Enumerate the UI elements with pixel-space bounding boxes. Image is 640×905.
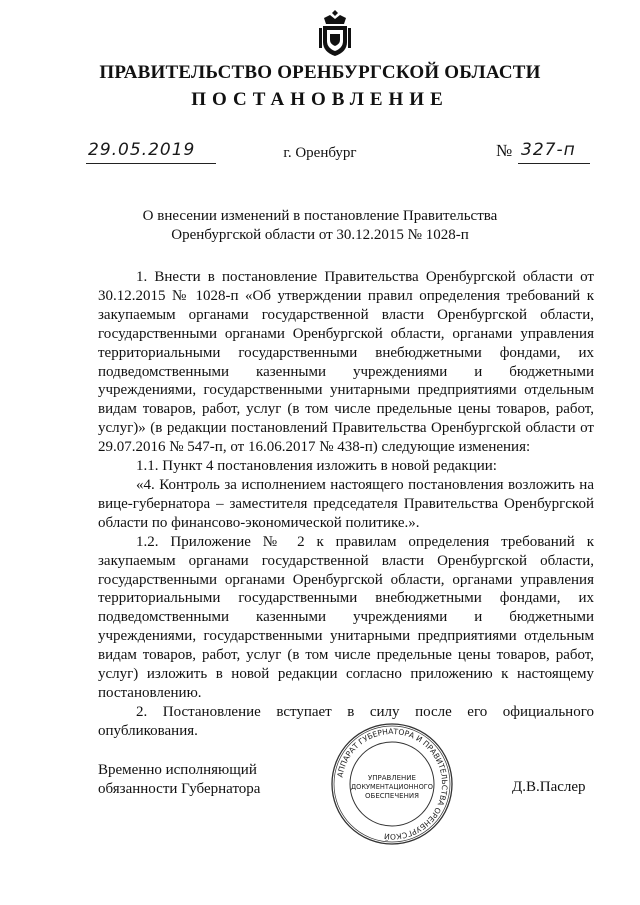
coat-of-arms-emblem bbox=[318, 8, 352, 58]
number-underline bbox=[518, 163, 590, 164]
paragraph-1-1: 1.1. Пункт 4 постановления изложить в новой редакции: bbox=[136, 458, 497, 475]
stamp-line-2: ДОКУМЕНТАЦИОННОГО bbox=[351, 783, 433, 791]
government-title: ПРАВИТЕЛЬСТВО ОРЕНБУРГСКОЙ ОБЛАСТИ bbox=[99, 62, 541, 83]
subject-line-2: Оренбургской области от 30.12.2015 № 1028-п bbox=[171, 227, 469, 243]
official-stamp bbox=[330, 722, 454, 846]
subject-line-1: О внесении изменений в постановление Правительства bbox=[142, 208, 498, 224]
stamp-line-1: УПРАВЛЕНИЕ bbox=[368, 774, 416, 782]
document-number: 327-п bbox=[521, 140, 576, 160]
number-label: № bbox=[496, 141, 513, 160]
document-body bbox=[98, 268, 594, 741]
document-city: г. Оренбург bbox=[283, 145, 357, 161]
stamp-line-3: ОБЕСПЕЧЕНИЯ bbox=[365, 792, 419, 800]
paragraph-1: 1. Внести в постановление Правительства Оренбургской области от 30.12.2015 № 1028-п «Об утверждении правил определения требований к закупаемым органами государственной власти Оренбургской области, государственными органами Оренбургской области, органами управления территориальными государственными внебюджетными фондами, их подведомственными казенными учреждениями и бюджетными учреждениями, государственными унитарными предприятиями отдельным видам товаров, работ, услуг (в том числе предельные цены товаров, работ, услуг)» (в редакции постановлений Правительства Оренбургской области от 29.07.2016 № 547-п, от 16.06.2017 № 438-п) следующие изменения: bbox=[98, 269, 594, 456]
paragraph-1-1-quote: «4. Контроль за исполнением настоящего постановления возложить на вице-губернатора – заместителя председателя Правительства Оренбургской области по финансово-экономической политике.». bbox=[98, 476, 594, 531]
signatory-name: Д.В.Паслер bbox=[512, 779, 586, 795]
paragraph-2: 2. Постановление вступает в силу после его официального опубликования. bbox=[98, 703, 594, 739]
document-subject bbox=[0, 207, 640, 245]
signatory-title bbox=[98, 761, 260, 799]
signatory-title-line-1: Временно исполняющий bbox=[98, 762, 257, 778]
date-underline bbox=[86, 163, 216, 164]
signatory-title-line-2: обязанности Губернатора bbox=[98, 781, 261, 797]
document-type: ПОСТАНОВЛЕНИЕ bbox=[191, 89, 449, 110]
stamp-outer-text: АППАРАТ ГУБЕРНАТОРА И ПРАВИТЕЛЬСТВА ОРЕНБУРГСКОЙ bbox=[335, 726, 450, 842]
paragraph-1-2: 1.2. Приложение № 2 к правилам определения требований к закупаемым органами государственной власти Оренбургской области, государственными органами Оренбургской области, органами управления территориальными государственными внебюджетными фондами, их подведомственными казенными учреждениями и бюджетными учреждениями, государственными унитарными предприятиями отдельным видам товаров, работ, услуг (в том числе предельные цены товаров, работ, услуг) изложить в новой редакции согласно приложению к настоящему постановлению. bbox=[98, 533, 594, 701]
document-date: 29.05.2019 bbox=[88, 140, 196, 160]
